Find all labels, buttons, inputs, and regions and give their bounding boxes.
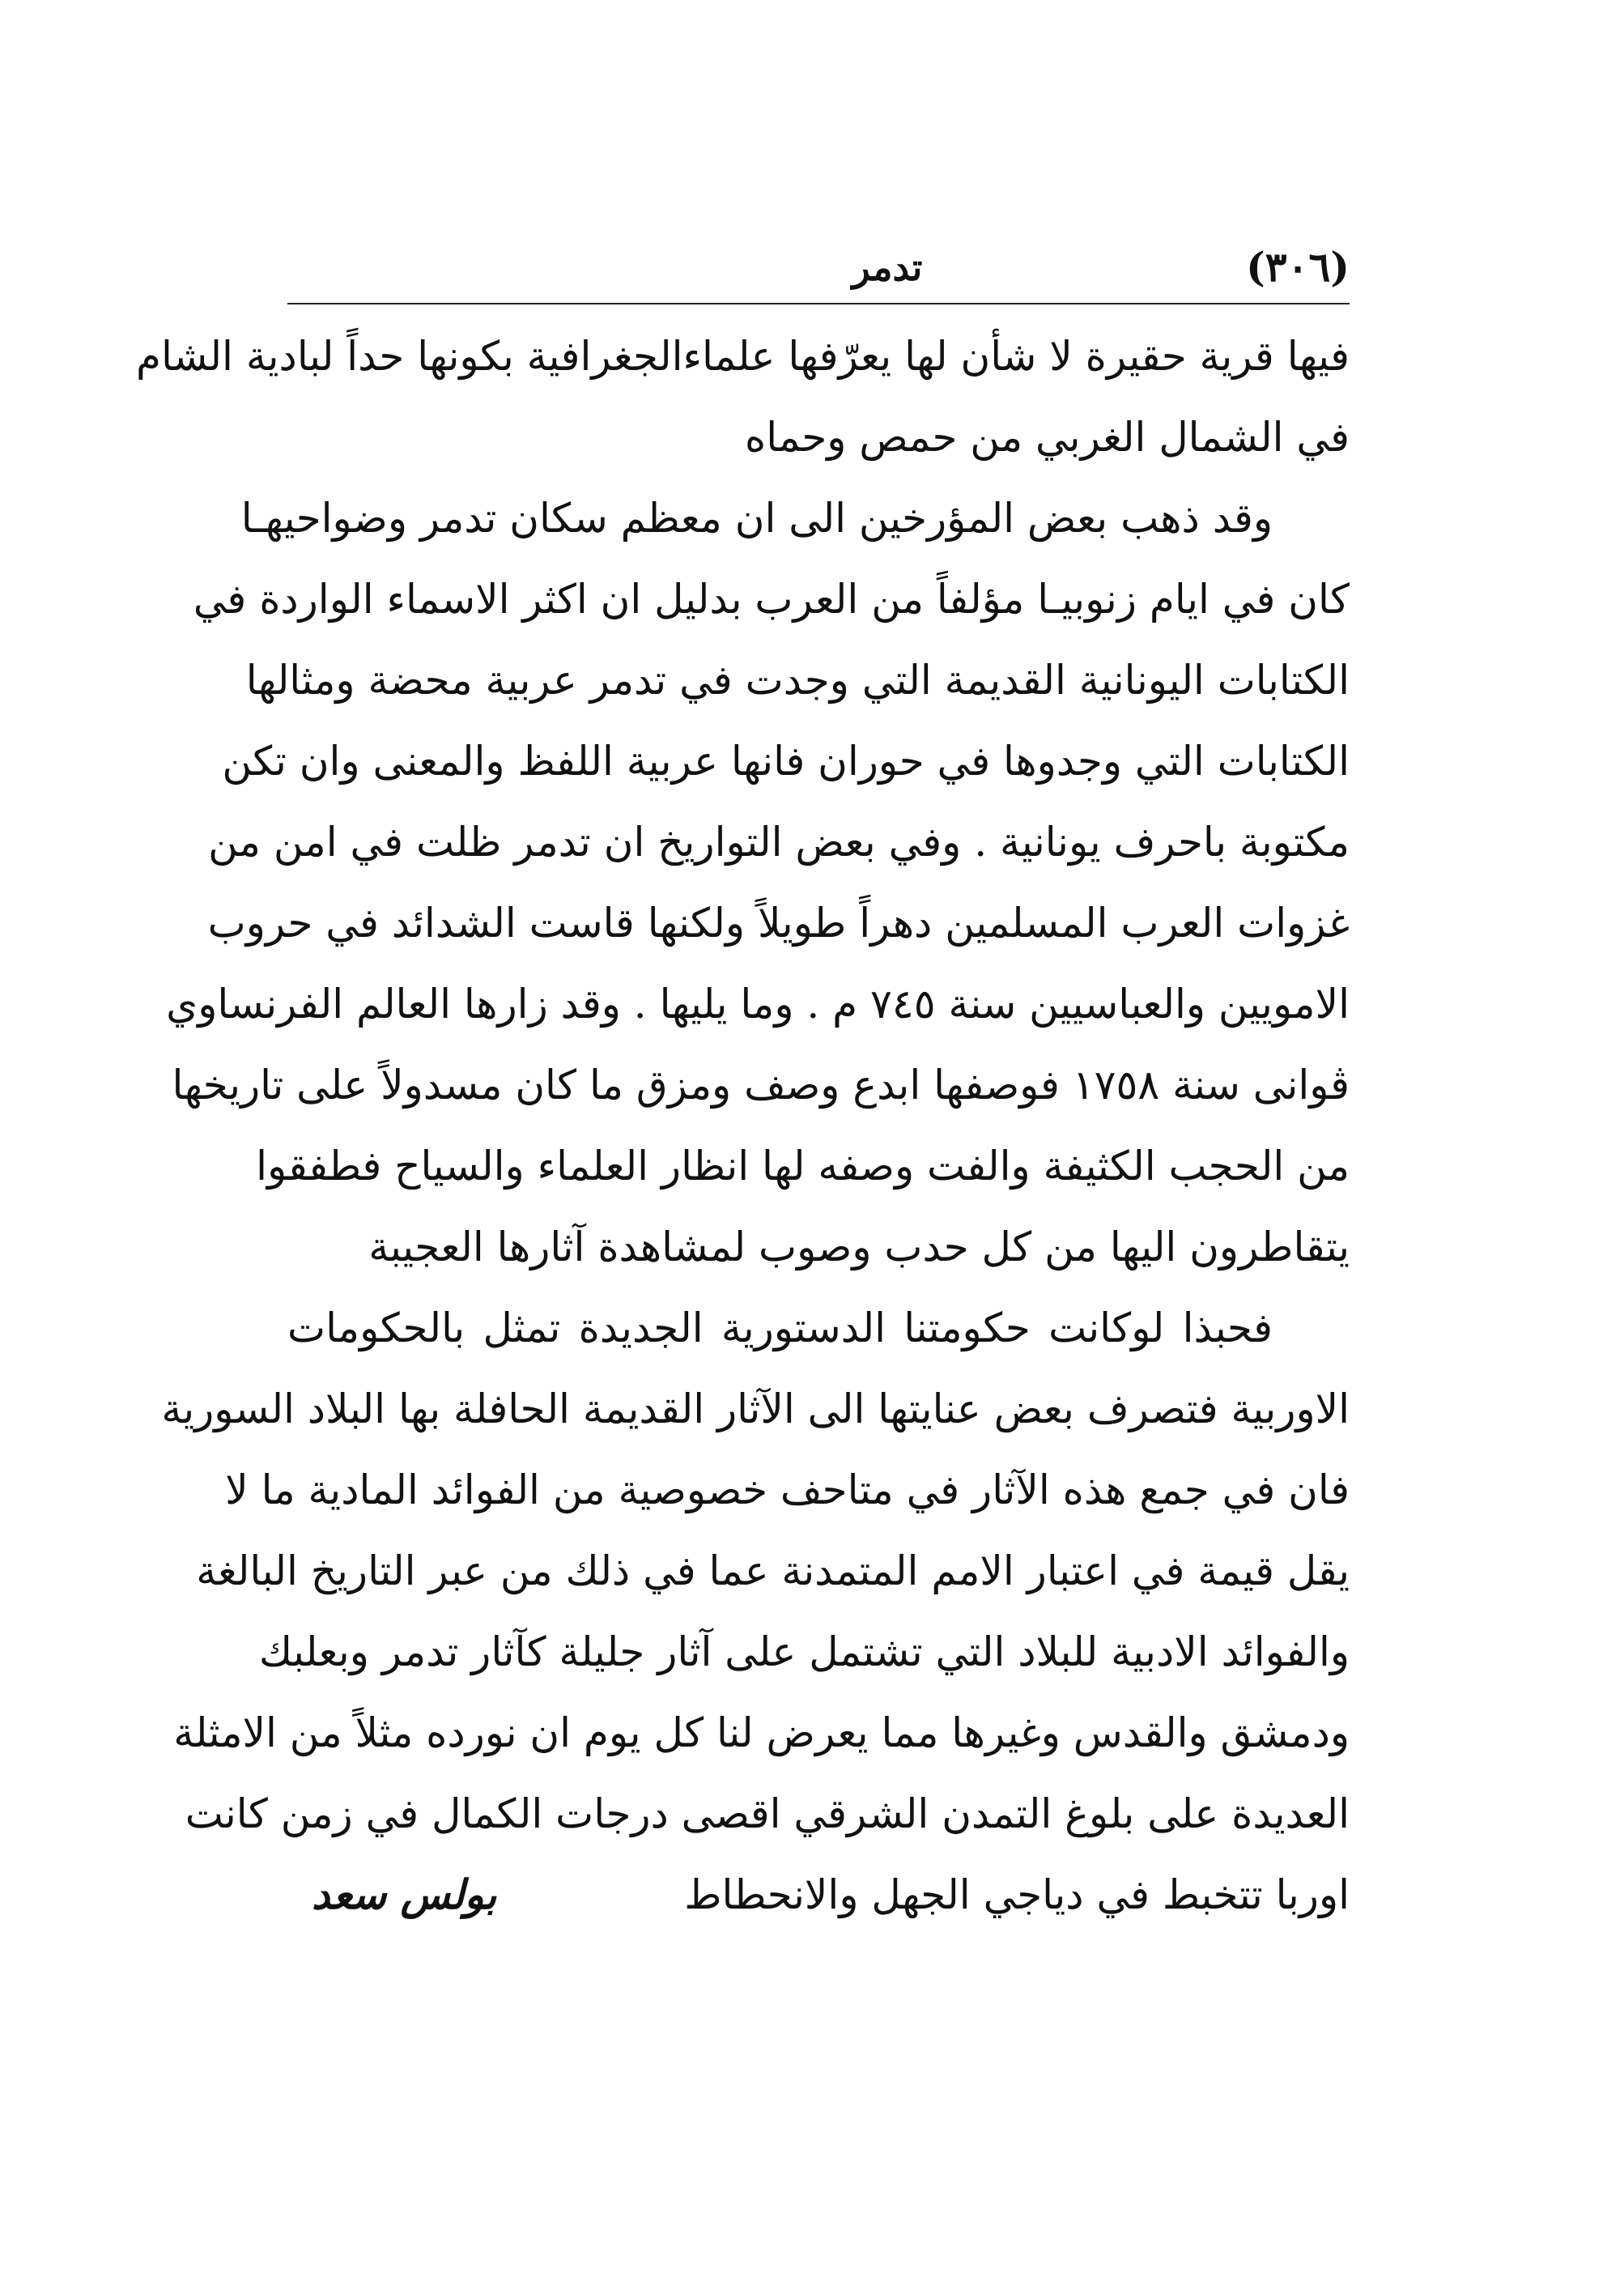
text-line: ڤوانى سنة ١٧٥٨ فوصفها ابدع وصف ومزق ما كان مسدولاً على تاريخها bbox=[172, 1062, 1350, 1109]
final-line-text: اوربا تتخبط في دياجي الجهل والانحطاط bbox=[684, 1871, 1350, 1918]
page-number: (٣٠٦) bbox=[1246, 243, 1350, 291]
text-line: ودمشق والقدس وغيرها مما يعرض لنا كل يوم ان نورده مثلاً من الامثلة bbox=[173, 1709, 1350, 1756]
running-header bbox=[287, 235, 1350, 300]
text-line: وقد ذهب بعض المؤرخين الى ان معظم سكان تدمر وضواحيهـا bbox=[240, 495, 1273, 542]
text-line: يقل قيمة في اعتبار الامم المتمدنة عما في ذلك من عبر التاريخ البالغة bbox=[196, 1547, 1350, 1594]
text-line: في الشمال الغربي من حمص وحماه bbox=[745, 414, 1350, 461]
text-line: والفوائد الادبية للبلاد التي تشتمل على آثار جليلة كآثار تدمر وبعلبك bbox=[258, 1628, 1350, 1675]
text-line: فيها قرية حقيرة لا شأن لها يعرّفها علماءالجغرافية بكونها حداً لبادية الشام bbox=[136, 333, 1350, 380]
text-line: يتقاطرون اليها من كل حدب وصوب لمشاهدة آثارها العجيبة bbox=[368, 1224, 1350, 1270]
running-title: تدمر bbox=[852, 245, 923, 289]
text-line: كان في ايام زنوبيـا مؤلفاً من العرب بدليل ان اكثر الاسماء الواردة في bbox=[193, 576, 1350, 623]
text-line: العديدة على بلوغ التمدن الشرقي اقصى درجات الكمال في زمن كانت bbox=[185, 1790, 1350, 1837]
header-divider bbox=[287, 303, 1350, 304]
text-line: من الحجب الكثيفة والفت وصفه لها انظار العلماء والسياح فطفقوا bbox=[256, 1143, 1350, 1190]
text-line: الاوربية فتصرف بعض عنايتها الى الآثار القديمة الحافلة بها البلاد السورية bbox=[161, 1385, 1350, 1432]
text-line: مكتوبة باحرف يونانية . وفي بعض التواريخ ان تدمر ظلت في امن من bbox=[208, 819, 1350, 866]
body-text bbox=[136, 316, 1350, 1935]
author-signature: بولس سعد bbox=[312, 1871, 497, 1918]
final-line bbox=[287, 1854, 1350, 1935]
text-line: غزوات العرب المسلمين دهراً طويلاً ولكنها قاست الشدائد في حروب bbox=[207, 900, 1350, 947]
text-line: فحبذا لوكانت حكومتنا الدستورية الجديدة تمثل بالحكومات bbox=[287, 1304, 1273, 1351]
text-line: الكتابات التي وجدوها في حوران فانها عربية اللفظ والمعنى وان تكن bbox=[222, 738, 1350, 785]
text-line: فان في جمع هذه الآثار في متاحف خصوصية من الفوائد المادية ما لا bbox=[225, 1466, 1350, 1513]
text-line: الامويين والعباسيين سنة ٧٤٥ م . وما يليها . وقد زارها العالم الفرنساوي bbox=[166, 981, 1350, 1028]
text-line: الكتابات اليونانية القديمة التي وجدت في تدمر عربية محضة ومثالها bbox=[245, 657, 1350, 704]
